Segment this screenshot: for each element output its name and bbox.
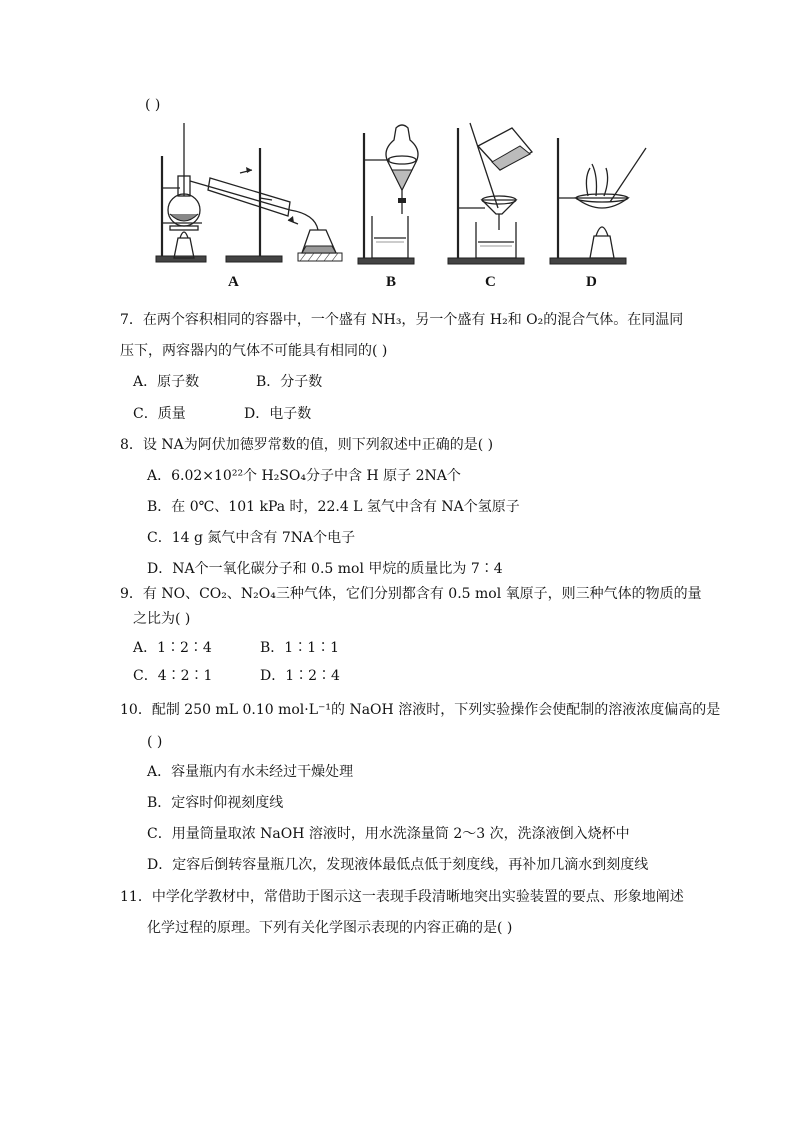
q9-option-b: B．1∶1∶1: [260, 640, 340, 656]
q7-option-d: D．电子数: [244, 406, 312, 422]
apparatus-drawing: [140, 118, 640, 298]
figure-label-d: D: [586, 274, 597, 290]
q8-stem: 8．设 NA为阿伏加德罗常数的值，则下列叙述中正确的是( ): [120, 437, 494, 453]
q9-option-c: C．4∶2∶1: [133, 668, 213, 684]
q8-option-a: A．6.02×10²²个 H₂SO₄分子中含 H 原子 2NA个: [147, 468, 461, 484]
figure-label-b: B: [386, 274, 397, 290]
figure-label-a: A: [228, 274, 239, 290]
q10-option-d: D．定容后倒转容量瓶几次，发现液体最低点低于刻度线，再补加几滴水到刻度线: [147, 857, 649, 873]
q9-option-a: A．1∶2∶4: [133, 640, 212, 656]
figure-label-c: C: [485, 274, 496, 290]
apparatus-a-distillation: [156, 123, 342, 262]
apparatus-d-evaporation: [550, 138, 646, 264]
q10-option-a: A．容量瓶内有水未经过干燥处理: [147, 764, 354, 780]
q7-stem-line1: 7．在两个容积相同的容器中，一个盛有 NH₃，另一个盛有 H₂和 O₂的混合气体。在同温同: [120, 312, 684, 328]
q7-option-a: A．原子数: [133, 374, 200, 390]
q9-option-d: D．1∶2∶4: [260, 668, 340, 684]
q11-stem-line2: 化学过程的原理。下列有关化学图示表现的内容正确的是( ): [147, 920, 513, 936]
q8-option-c: C．14 g 氮气中含有 7NA个电子: [147, 530, 356, 546]
apparatus-c-filtration: [448, 123, 532, 264]
q9-stem-line1: 9．有 NO、CO₂、N₂O₄三种气体，它们分别都含有 0.5 mol 氧原子，则三种气体的物质的量: [120, 586, 702, 602]
q10-option-c: C．用量筒量取浓 NaOH 溶液时，用水洗涤量筒 2～3 次，洗涤液倒入烧杯中: [147, 826, 630, 842]
q10-stem-line1: 10．配制 250 mL 0.10 mol·L⁻¹的 NaOH 溶液时，下列实验操作会使配制的溶液浓度偏高的是: [120, 702, 721, 718]
q11-stem-line1: 11．中学化学教材中，常借助于图示这一表现手段清晰地突出实验装置的要点、形象地阐述: [120, 889, 684, 905]
q10-stem-line2: ( ): [147, 734, 163, 750]
q10-option-b: B．定容时仰视刻度线: [147, 795, 284, 811]
q7-option-b: B．分子数: [256, 374, 323, 390]
q9-stem-line2: 之比为( ): [133, 611, 191, 627]
apparatus-figure: [140, 118, 640, 298]
q7-stem-line2: 压下，两容器内的气体不可能具有相同的( ): [120, 343, 388, 359]
top-answer-paren: ( ): [145, 97, 161, 113]
apparatus-b-separatory-funnel: [358, 125, 418, 264]
q8-option-b: B．在 0℃、101 kPa 时，22.4 L 氢气中含有 NA个氢原子: [147, 499, 520, 515]
q8-option-d: D．NA个一氧化碳分子和 0.5 mol 甲烷的质量比为 7∶4: [147, 561, 503, 577]
q7-option-c: C．质量: [133, 406, 186, 422]
